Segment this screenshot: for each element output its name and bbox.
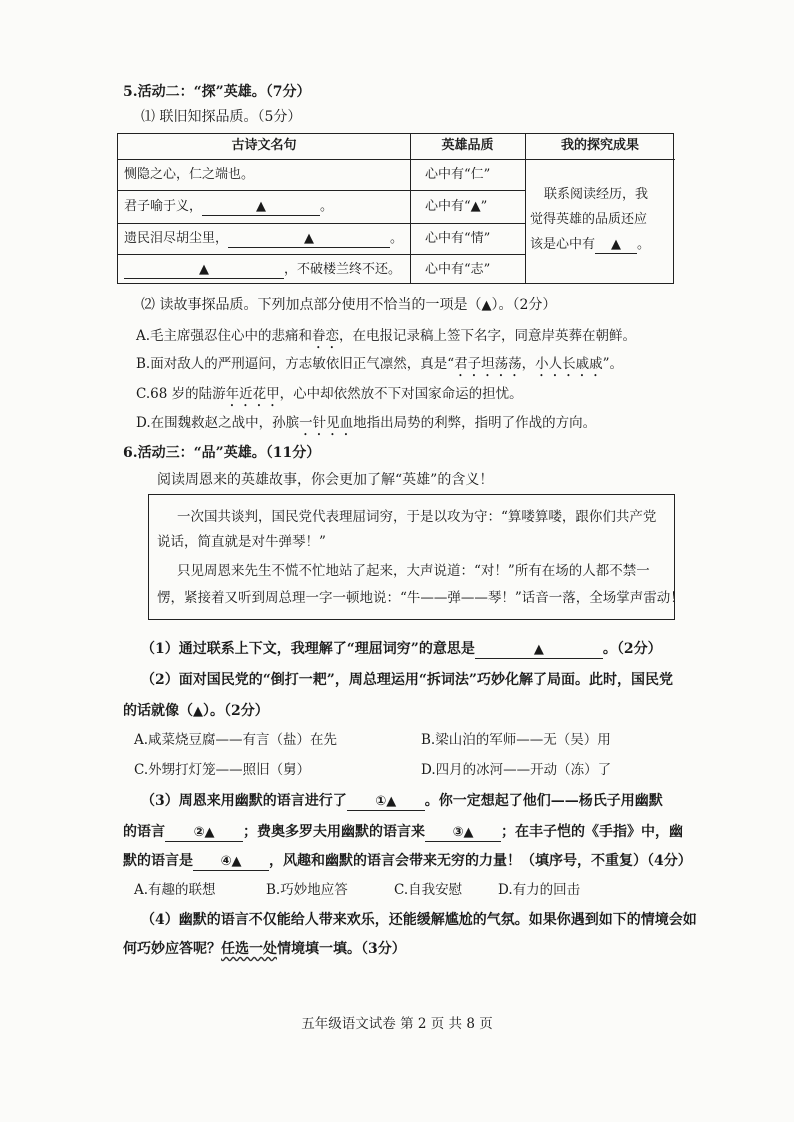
answer-blank[interactable]: ▲ — [202, 199, 320, 216]
result-line-3: 该是心中有 ▲ 。 — [530, 237, 651, 252]
table-row2-quality: 心中有“▲” — [425, 199, 488, 214]
table-header-quality: 英雄品质 — [441, 138, 494, 153]
table-row3-quality: 心中有“情” — [425, 231, 491, 246]
result-line-2: 觉得英雄的品质还应 — [530, 212, 648, 227]
answer-blank[interactable]: ▲ — [475, 642, 603, 659]
answer-blank[interactable]: ②▲ — [165, 825, 243, 842]
section6-q4-line2: 何巧妙应答呢？任选一处情境填一填。（3分） — [123, 941, 406, 957]
section5-q1-text: ⑴ 联旧知探品质。（5分） — [141, 109, 302, 125]
table-row4-poem: ▲ ，不破楼兰终不还。 — [124, 261, 401, 279]
story-line-1: 一次国共谈判，国民党代表理屈词穷，于是以攻为守：“算喽算喽，跟你们共产党 — [177, 509, 657, 525]
answer-blank[interactable]: ③▲ — [425, 825, 501, 842]
story-line-2: 说话，简直就是对牛弹琴！” — [157, 534, 326, 550]
section6-title: 6.活动三：“品”英雄。（11分） — [123, 445, 321, 461]
table-header-poem: 古诗文名句 — [231, 138, 297, 153]
table-row4-quality: 心中有“志” — [425, 262, 491, 277]
answer-blank[interactable]: ▲ — [595, 237, 637, 254]
q2-option-a: A.咸菜烧豆腐——有言（盐）在先 — [134, 732, 338, 748]
result-line-1: 联系阅读经历，我 — [544, 187, 649, 202]
q3-option-a: A.有趣的联想 — [134, 882, 216, 898]
q2-option-b: B.梁山泊的军师——无（吴）用 — [421, 732, 611, 748]
q2-option-c: C.外甥打灯笼——照旧（舅） — [134, 762, 311, 778]
answer-blank[interactable]: ▲ — [193, 704, 203, 719]
answer-blank[interactable]: ▲ — [470, 199, 481, 214]
section6-q3-line2: 的语言 ②▲ ；费奥多罗夫用幽默的语言来 ③▲ ；在丰子恺的《手指》中，幽 — [123, 824, 683, 840]
table-row1-quality: 心中有“仁” — [425, 167, 491, 182]
q3-option-c: C.自我安慰 — [394, 882, 463, 898]
answer-blank[interactable]: ▲ — [481, 298, 492, 313]
table-header-result: 我的探究成果 — [560, 138, 639, 153]
section6-q3-line3: 默的语言是 ④▲ ，风趣和幽默的语言会带来无穷的力量！（填序号，不重复）（4分） — [123, 853, 692, 869]
answer-blank[interactable]: ▲ — [228, 231, 390, 248]
poem-quality-table — [117, 133, 674, 284]
table-row3-poem: 遗民泪尽胡尘里， ▲ 。 — [124, 231, 404, 246]
option-d: D.在围魏救赵之战中，孙膑一针见血地指出局势的利弊，指明了作战的方向。 — [136, 415, 597, 431]
option-b: B.面对敌人的严刑逼问，方志敏依旧正气凛然，真是“君子坦荡荡，小人长戚戚”。 — [136, 356, 624, 372]
table-row2-poem: 君子喻于义， ▲ 。 — [124, 199, 334, 214]
q2-option-d: D.四月的冰河——开动（冻）了 — [421, 762, 612, 778]
answer-blank[interactable]: ▲ — [124, 262, 284, 279]
story-line-4: 愣，紧接着又听到周总理一字一顿地说：“牛——弹——琴！”话音一落，全场掌声雷动！ — [157, 590, 684, 606]
page-footer: 五年级语文试卷 第 2 页 共 8 页 — [301, 1016, 493, 1032]
section6-q2-line2: 的话就像（▲）。（2分） — [123, 703, 269, 719]
story-box — [148, 494, 684, 620]
option-a: A.毛主席强忍住心中的悲痛和眷恋，在电报记录稿上签下名字，同意岸英葬在朝鲜。 — [136, 328, 637, 344]
section5-q2-stem: ⑵ 读故事探品质。下列加点部分使用不恰当的一项是（▲）。（2分） — [141, 297, 557, 313]
section6-intro: 阅读周恩来的英雄故事，你会更加了解“英雄”的含义！ — [157, 472, 494, 488]
q3-option-b: B.巧妙地应答 — [266, 882, 348, 898]
answer-blank[interactable]: ①▲ — [347, 794, 425, 811]
table-row1-poem: 恻隐之心，仁之端也。 — [124, 167, 255, 182]
section6-q4-line1: （4）幽默的语言不仅能给人带来欢乐，还能缓解尴尬的气氛。如果你遇到如下的情境会如 — [141, 912, 697, 928]
section6-q3-line1: （3）周恩来用幽默的语言进行了 ①▲ 。你一定想起了他们——杨氏子用幽默 — [141, 793, 663, 809]
option-c: C.68 岁的陆游年近花甲，心中却依然放不下对国家命运的担忧。 — [136, 386, 523, 402]
section6-q2-line1: （2）面对国民党的“倒打一耙”，周总理运用“拆词法”巧妙化解了局面。此时，国民党 — [141, 672, 673, 688]
section5-title: 5.活动二：“探”英雄。（7分） — [123, 84, 311, 100]
answer-blank[interactable]: ④▲ — [193, 854, 269, 871]
section6-q1: （1）通过联系上下文，我理解了“理屈词穷”的意思是 ▲ 。（2分） — [141, 641, 662, 657]
story-line-3: 只见周恩来先生不慌不忙地站了起来，大声说道：“对！”所有在场的人都不禁一 — [177, 563, 650, 579]
q3-option-d: D.有力的回击 — [498, 882, 581, 898]
